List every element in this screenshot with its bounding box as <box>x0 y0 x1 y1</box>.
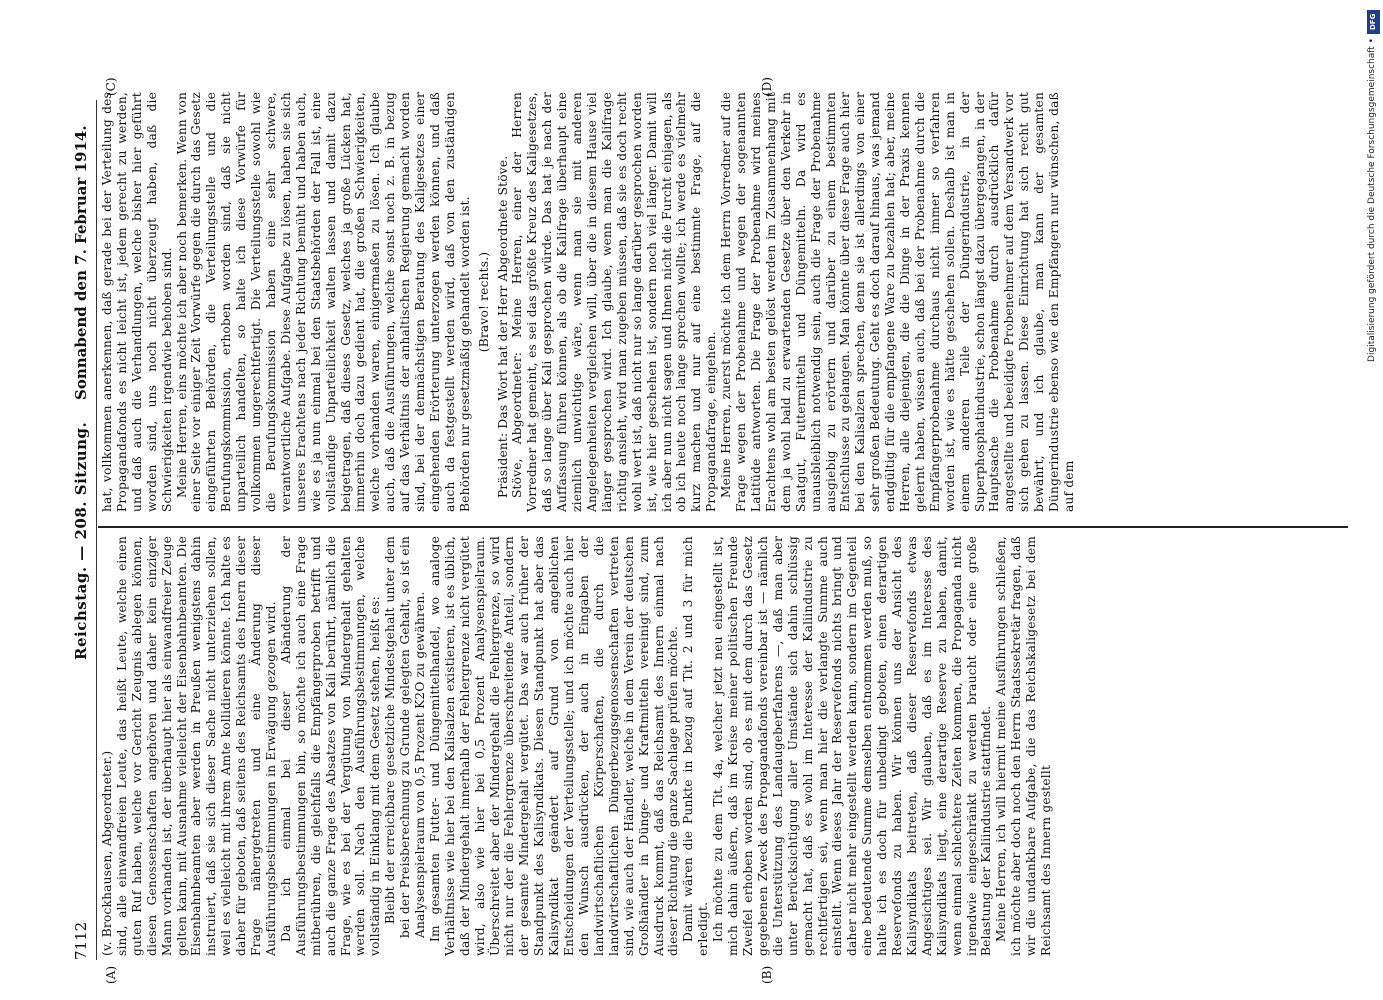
right-column <box>100 92 1077 512</box>
page-number: 7112 <box>72 921 90 960</box>
paragraph: Meine Herren, zuerst möchte ich dem Herrn Vorredner auf die Frage wegen der Probenahme und wegen der sogenannten Latitüde antworten. Die Frage der Probenahme wird meines Erachtens wohl am besten gelöst werden im Zusammenhang mit dem ja wohl bald zu erwartenden Gesetze über den Verkehr in Saatgut, Futtermitteln und Düngemitteln. Da wird es unausbleiblich notwendig sein, auch die Frage der Probenahme ausgiebig zu erörtern und darüber zu einem bestimmten Entschlusse zu gelangen. Man könnte über diese Frage auch hier bei den Kalisalzen sprechen, denn sie ist allerdings von einer sehr großen Bedeutung. Geht es doch darauf hinaus, was jemand endgültig für die empfangene Ware zu bezahlen hat; aber, meine Herren, alle diejenigen, die die Dinge in der Praxis kennen gelernt haben, wissen auch, daß bei der Probenahme durch die Empfängerprobenahme durchaus nicht immer so verfahren worden ist, wie es hätte geschehen sollen. Deshalb ist man in einem anderen Teile der Düngerindustrie, in der Superphosphatindustrie, schon längst dazu übergegangen, in der Hauptsache die Probenahme durch ausdrücklich dafür angestellte und beeidigte Probenehmer auf dem Versandwerk vor sich gehen zu lassen. Diese Einrichtung hat sich recht gut bewährt, und ich glaube, man kann der gesamten Düngerindustrie ebenso wie den Empfängern nur wünschen, daß auf dem <box>719 92 1076 512</box>
paragraph: Ich möchte zu dem Tit. 4a, welcher jetzt neu eingestellt ist, mich dahin äußern, daß im Kreise meiner politischen Freunde Zweifel erhoben worden sind, ob es mit dem durch das Gesetz gegebenen Zweck des Propagandafonds vereinbar ist — nämlich die Unterstützung des Landaugeberfahrens —, daß man aber unter Berücksichtigung aller Umstände sich dahin schlüssig gemacht hat, daß es wohl im Interesse der Kaliindustrie zu rechtfertigen sei, wenn man hier die verlangte Summe auch einstellt. Wenn dieses Jahr der Reservefonds nichts bringt und daher nicht mehr eingestellt werden kann, sondern im Gegenteil eine bedeutende Summe demselben entnommen werden muß, so halte ich es doch für unbedingt geboten, einen derartigen Reservefonds zu haben. Wir können uns der Ansicht des Kalisyndikats beitreten, daß dieser Reservefonds etwas Angesichtiges sei. Wir glauben, daß es im Interesse des Kalisyndikats liegt, eine derartige Reserve zu haben, damit, wenn einmal schlechtere Zeiten kommen, die Propaganda nicht irgendwie eingeschränkt zu werden braucht oder eine große Belastung der Kaliindustrie stattfindet. <box>711 536 994 956</box>
margin-marker-a: (A) <box>104 965 118 984</box>
quoted-regulation: Bleibt der erreichbare gesetzliche Mindestgehalt unter dem bei der Preisberechnung zu Grunde gelegten Gehalt, so ist ein Analysenspielraum von 0,5 Prozent K2O zu gewähren. <box>383 536 428 938</box>
dfg-logo: DFG <box>1367 10 1380 34</box>
paragraph: Meine Herren, eins möchte ich aber noch bemerken. Wenn von einer Seite vor einiger Zeit Vorwürfe gegen die durch das Gesetz eingeführten Behörden, die Verteilungsstelle und die Berufungskommission, erhoben worden sind, daß sie nicht unparteilich handelten, so halte ich diese Vorwürfe für vollkommen ungerechtfertigt. Die Verteilungsstelle sowohl wie die Berufungskommission haben eine sehr schwere, verantwortliche Aufgabe. Diese Aufgabe zu lösen, haben sie sich unseres Erachtens nach jeder Richtung bemüht und haben auch, wie es ja nun einmal bei den Staatsbehörden der Fall ist, eine vollständige Unparteilichkeit walten lassen und damit dazu beigetragen, daß dieses Gesetz, welches ja große Lücken hat, immerhin doch dazu gedient hat, die großen Schwierigkeiten, welche vorhanden waren, einigermaßen zu lösen. Ich glaube auch, daß die Ausführungen, welche sonst noch z. B. in bezug auf das Verhältnis der anhaltischen Regierung gemacht worden sind, bei der demnächstigen Beratung des Kaligesetzes einer eingehenden Erörterung unterzogen werden können, und daß auch da festgestellt werden wird, daß von den zuständigen Behörden nur gesetzmäßig gehandelt worden ist. <box>174 92 472 512</box>
president-announcement: Präsident: Das Wort hat der Herr Abgeordnete Stöve. <box>495 155 510 498</box>
applause-note: (Bravo! rechts.) <box>476 251 491 353</box>
margin-marker-c: (C) <box>104 77 118 96</box>
digitization-credit <box>1366 10 1382 990</box>
session-date: Sonnabend den 7. Februar 1914. <box>72 125 90 400</box>
session-title: Reichstag. — 208. Sitzung. <box>72 421 90 660</box>
left-column <box>100 536 1054 956</box>
paragraph: Meine Herren, ich will hiermit meine Ausführungen schließen, ich möchte aber doch noch den Herrn Staatssekretär fragen, daß wir die undankbare Aufgabe, die das Reichskaligesetz bei dem Reichsamt des Innern gestellt <box>994 536 1054 956</box>
paragraph: Da ich einmal bei dieser Abänderung der Ausführungsbestimmungen bin, so möchte ich auch eine Frage mitberühren, die gleichfalls die Empfängerproben betrifft und auch die ganze Frage des Absatzes von Kali berührt, nämlich die Frage, wie es bei der Vergütung von Mindergehalt gehalten werden soll. Nach den Ausführungsbestimmungen, welche vollständig in Einklang mit dem Gesetz stehen, heißt es: <box>278 536 383 956</box>
speaker-paragraph: Stöve, Abgeordneter: Meine Herren, einer der Herren Vorredner hat gemeint, es sei das größte Kreuz des Kaligesetzes, daß so lange über Kali gesprochen würde. Das hat je nach der Auffassung führen können, als ob die Kalifrage überhaupt eine ziemlich unwichtige wäre, wenn man sie mit anderen Angelegenheiten vergleichen will, über die in diesem Hause viel länger gesprochen wird. Ich glaube, wenn man die Kalifrage richtig ansieht, wird man zugeben müssen, daß sie es doch recht wohl wert ist, daß nicht nur so lange darüber gesprochen worden ist, wie hier geschehen ist, sondern noch viel länger. Damit will ich aber nun nicht sagen und Ihnen nicht die Furcht einjagen, als ob ich heute noch lange sprechen wollte; ich werde es vielmehr kurz machen und nur auf eine bestimmte Frage, auf die Propagandafrage, eingehen. <box>510 92 719 512</box>
paragraph: Damit wären die Punkte in bezug auf Tit. 2 und 3 für mich erledigt. <box>681 536 711 956</box>
rotated-page <box>70 77 1360 984</box>
margin-marker-b: (B) <box>760 965 774 984</box>
page-header <box>70 100 96 960</box>
speaker-continuation: (v. Brockhausen, Abgeordneter.) <box>100 750 114 956</box>
header-rule <box>96 100 97 960</box>
paragraph: Im gesamten Futter- und Düngemittelhandel, wo analoge Verhältnisse wie hier bei den Kalisalzen existieren, ist es üblich, daß der Mindergehalt innerhalb der Fehlergrenze nicht vergütet wird, also wie hier bei 0,5 Prozent Analysenspielraum. Überschreitet aber der Mindergehalt die Fehlergrenze, so wird nicht nur der die Fehlergrenze überschreitende Anteil, sondern der gesamte Mindergehalt vergütet. Das war auch früher der Standpunkt des Kalisyndikats. Diesen Standpunkt hat aber das Kalisyndikat geändert auf Grund von angeblichen Entscheidungen der Verteilungsstelle; und ich möchte auch hier den Wunsch ausdrücken, der auch in Eingaben der landwirtschaftlichen Körperschaften, die durch die landwirtschaftlichen Düngerbezugsgenossenschaften vertreten sind, wie auch der Händler, welche in dem Verein der deutschen Großhändler in Dünge- und Kraftmitteln vereinigt sind, zum Ausdruck kommt, daß das Reichsamt des Innern einmal nach dieser Richtung die ganze Sachlage prüfen möchte. <box>427 536 681 956</box>
column-divider <box>98 526 1348 528</box>
credit-text: Digitalisierung gefördert durch die Deutsche Forschungsgemeinschaft • <box>1367 38 1377 362</box>
paragraph: hat, vollkommen anerkennen, daß gerade bei der Verteilung des Propagandafonds es nicht leicht ist, jedem gerecht zu werden, und daß auch die Verhandlungen, welche bisher hier geführt worden sind, uns noch nicht überzeugt haben, daß die Schwierigkeiten irgendwie behoben sind. <box>100 92 174 512</box>
margin-marker-d: (D) <box>760 77 774 96</box>
paragraph: sind, alle einwandfreien Leute, das heißt Leute, welche einen guten Ruf haben, welche vor Gericht Zeugnis ablegen können, diesen Genossenschaften angehören und daher kein einziger Mann vorhanden ist, der überhaupt hier als einwandfreier Zeuge gelten kann, mit Ausnahme vielleicht der Eisenbahnbeamten. Die Eisenbahnbeamten aber werden in Preußen wenigstens dahin instruiert, daß sie sich dieser Sache nicht unterziehen sollen, weil es vielleicht mit ihrem Amte kollidieren könnte. Ich halte es daher für geboten, daß seitens des Reichsamts des Innern dieser Frage nähergetreten und eine Änderung dieser Ausführungsbestimmungen in Erwägung gezogen wird. <box>114 536 278 956</box>
